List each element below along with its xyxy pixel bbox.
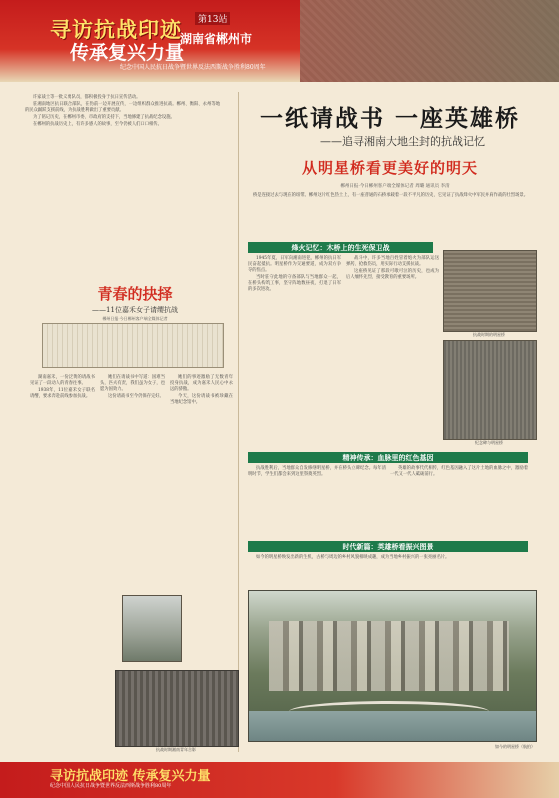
paragraph: 今天，这份请战书被珍藏在当地纪念馆中。 <box>170 394 233 406</box>
landscape-photo <box>248 590 537 742</box>
section-banner: 精神传承：血脉里的红色基因 <box>248 452 528 463</box>
section1-column <box>346 256 439 282</box>
photo-caption: 抗战时期的明星桥 <box>473 332 505 337</box>
paragraph: 驻湘南地区抗日联合部队，在伪前一边开展宣传，一边组织群众推进抗战。郴州、衡阳、永州等地的民众踊跃支援前线，为抗战胜利做出了重要贡献。 <box>25 102 220 114</box>
intro <box>245 193 535 200</box>
paragraph: 战斗中，许多当地百姓冒着炮火为部队运送弹药、抢救伤员，用实际行动支援抗战。 <box>346 256 439 268</box>
paragraph: 为了铭记历史，在郴州市委、市政府的支持下，当地修建了抗战纪念设施。 <box>33 115 175 121</box>
paragraph: 1938年，11位嘉禾女子联名请缨，要求奔赴前线参加抗战。 <box>30 388 95 400</box>
paragraph: 这份请战书至今仍保存完好。 <box>108 394 164 400</box>
footer-logo: 寻访抗战印迹 传承复兴力量 <box>50 769 211 784</box>
section2-column <box>248 466 386 479</box>
section2-column <box>390 466 528 479</box>
paragraph: 湖南嘉禾，一份泛黄的请战书见证了一段动人的青春往事。 <box>30 375 95 387</box>
photo-caption: 抗战时期湘南青年合影 <box>156 747 196 752</box>
paragraph: 抗战胜利后，当地群众自发修缮明星桥，并在桥头立碑纪念。每年清明时节，学生们都会来到这里祭奠英烈。 <box>248 466 386 478</box>
byline: 郴州日报·今日郴州客户端全媒体记者 周璐 通讯员 李清 <box>340 184 450 189</box>
paragraph: 桥是连接过去与现在的纽带。郴州这片红色热土上，有一座普通的石桥承载着一段不平凡的历史，它见证了抗战烽火中军民并肩作战的壮烈场景。 <box>253 193 528 198</box>
youth-byline: 郴州日报·今日郴州客户端全媒体记者 <box>102 316 168 321</box>
footer-banner <box>0 762 559 798</box>
petition-document-image <box>42 323 224 368</box>
photo-caption: 如今的明星桥（航拍） <box>495 744 535 749</box>
paragraph: 她们的事迹激励了无数青年投身抗战，成为嘉禾人民心中永远的骄傲。 <box>170 375 233 393</box>
tower-photo <box>122 595 182 662</box>
paragraph: 她们在请战书中写道：国难当头，匹夫有责，我们虽为女子，也愿为国效力。 <box>100 375 165 393</box>
masthead-logo-line2: 传承复兴力量 <box>70 42 185 64</box>
youth-column <box>170 375 233 407</box>
paragraph: 如今的明星桥焕发出新的生机，古桥与周边的乡村风貌相映成趣，成为当地乡村振兴的一张亮丽名片。 <box>256 555 450 560</box>
section-banner: 时代新篇：英雄桥看振兴图景 <box>248 541 528 552</box>
main-subhead: ——追寻湘南大地尘封的抗战记忆 <box>320 135 485 148</box>
bridge-old-photo <box>443 250 537 332</box>
paragraph: 1945年夏，日军向湘南进犯，郴州的抗日军民奋起抵抗。明星桥作为交通要道，成为双方争夺的焦点。 <box>248 256 341 274</box>
left-top-article <box>25 95 220 129</box>
section1-column <box>248 256 341 295</box>
masthead-subtitle: 纪念中国人民抗日战争暨世界反法西斯战争胜利80周年 <box>120 64 266 71</box>
masthead-photo <box>300 0 559 82</box>
section3-text <box>248 555 528 562</box>
masthead <box>0 0 559 82</box>
photo-caption: 纪念碑与明星桥 <box>475 440 503 445</box>
main-headline: 一纸请战书 一座英雄桥 <box>259 105 520 132</box>
column-divider <box>238 92 239 752</box>
youth-column <box>100 375 165 401</box>
paragraph: 英雄的故事代代相传，红色基因融入了这片土地的血脉之中，激励着一代又一代人砥砺前行。 <box>390 466 528 478</box>
youth-section-title: 青春的抉择 <box>97 285 173 303</box>
youth-section-subtitle: ——11位嘉禾女子请缨抗战 <box>92 306 178 314</box>
region-title: 湖南省郴州市 <box>180 32 253 46</box>
village-roofs <box>269 621 509 691</box>
masthead-logo: 寻访抗战印迹 <box>50 17 182 42</box>
paragraph: 在郴州的抗战历史上，有许多感人的故事，至今仍被人们口口相传。 <box>33 122 162 128</box>
paragraph: 这座桥见证了那段可歌可泣的历史，也成为后人缅怀先烈、接受教育的重要场所。 <box>346 269 439 281</box>
group-photo <box>115 670 239 747</box>
issue-badge: 第13站 <box>195 12 230 25</box>
youth-column <box>30 375 95 401</box>
section-banner: 烽火记忆：木桥上的生死保卫战 <box>248 242 433 253</box>
bridge-arch <box>289 701 489 722</box>
memorial-photo <box>443 340 537 440</box>
red-headline: 从明星桥看更美好的明天 <box>301 159 478 177</box>
paragraph: 当时驻守此地的守备部队与当地群众一起，在桥头构筑工事，坚守阵地数昼夜，打退了日军的多次进攻。 <box>248 275 341 293</box>
paragraph: 许家战士等一批义勇队员，都积极投身于抗日宣传活动。 <box>33 95 141 100</box>
footer-subtitle: 纪念中国人民抗日战争暨世界反法西斯战争胜利80周年 <box>50 783 172 789</box>
